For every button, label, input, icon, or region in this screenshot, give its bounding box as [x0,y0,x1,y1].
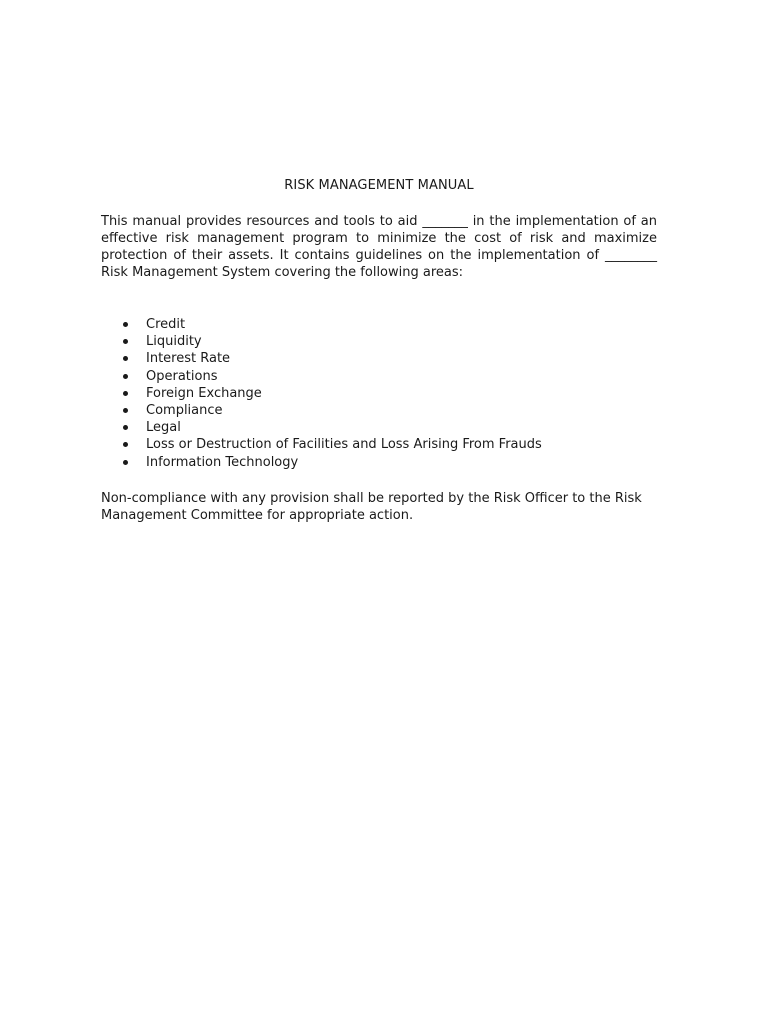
bullet-icon [123,391,128,396]
list-item: Information Technology [101,454,657,471]
bullet-icon [123,460,128,465]
bullet-icon [123,425,128,430]
bullet-icon [123,356,128,361]
bullet-icon [123,339,128,344]
list-item: Interest Rate [101,350,657,367]
list-item: Credit [101,316,657,333]
bullet-icon [123,322,128,327]
intro-paragraph: This manual provides resources and tools to aid _______ in the implementation of an effective risk management program to minimize the cost of risk and maximize protection of their assets. It contains guidelines on the implementation of ________ Risk Management System covering the following areas: [101,214,657,280]
document-title: RISK MANAGEMENT MANUAL [284,178,474,193]
list-item: Foreign Exchange [101,385,657,402]
bullet-icon [123,374,128,379]
bullet-icon [123,442,128,447]
risk-areas-list [101,316,657,471]
list-item: Legal [101,419,657,436]
closing-paragraph: Non-compliance with any provision shall be reported by the Risk Officer to the Risk Management Committee for appropriate action. [101,491,642,523]
list-item: Operations [101,368,657,385]
list-item: Liquidity [101,333,657,350]
list-item: Compliance [101,402,657,419]
bullet-icon [123,408,128,413]
list-item: Loss or Destruction of Facilities and Loss Arising From Frauds [101,436,657,453]
